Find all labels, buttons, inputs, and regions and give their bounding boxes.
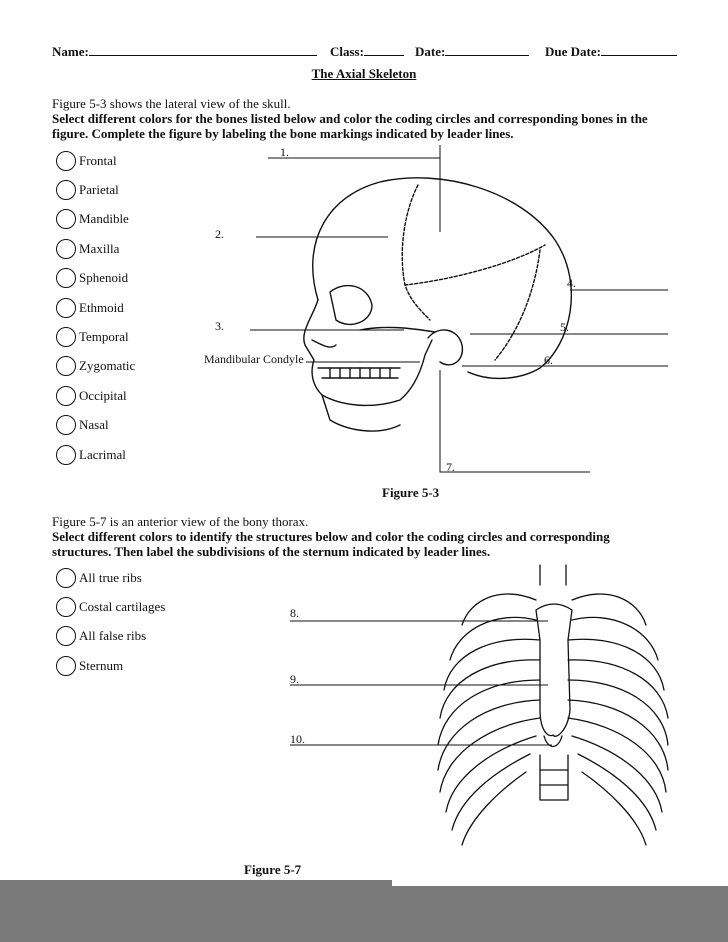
section2-intro: Figure 5-7 is an anterior view of the bony thorax. bbox=[52, 514, 309, 529]
list-item: Sternum bbox=[56, 651, 165, 680]
leader-label-4: 4. bbox=[567, 276, 576, 290]
figure-5-3-caption: Figure 5-3 bbox=[382, 485, 440, 500]
mandibular-condyle-label: Mandibular Condyle bbox=[204, 352, 304, 366]
leader-label-2: 2. bbox=[215, 227, 224, 241]
thorax-illustration bbox=[438, 565, 668, 845]
figure-5-7-caption: Figure 5-7 bbox=[244, 862, 302, 877]
page-title: The Axial Skeleton bbox=[311, 66, 417, 81]
skull-illustration bbox=[304, 178, 572, 431]
section1-instructions: Select different colors for the bones listed below and color the coding circles and corresponding bones in the figure. Complete the figure by labeling the bone markings indicated by leader lines. bbox=[52, 111, 648, 141]
list-item: All true ribs bbox=[56, 563, 165, 592]
list-item: Maxilla bbox=[56, 234, 135, 263]
date-label: Date: bbox=[415, 44, 446, 59]
list-item: Lacrimal bbox=[56, 440, 135, 469]
list-item: Temporal bbox=[56, 322, 135, 351]
list-item: Ethmoid bbox=[56, 293, 135, 322]
list-item: Mandible bbox=[56, 205, 135, 234]
list-item: Zygomatic bbox=[56, 352, 135, 381]
list-item: Costal cartilages bbox=[56, 592, 165, 621]
list-item: Frontal bbox=[56, 146, 135, 175]
list-item: Parietal bbox=[56, 175, 135, 204]
leader-label-7: 7. bbox=[446, 460, 455, 474]
leader-label-9: 9. bbox=[290, 672, 299, 686]
leader-label-1: 1. bbox=[280, 145, 289, 159]
due-date-label: Due Date: bbox=[545, 44, 601, 59]
section2-instructions: Select different colors to identify the structures below and color the coding circles and corresponding structures. Then label the subdivisions of the sternum indicated by leader lines. bbox=[52, 529, 610, 559]
leader-label-6: 6. bbox=[544, 353, 553, 367]
skull-leader-lines bbox=[250, 145, 668, 472]
list-item: Nasal bbox=[56, 411, 135, 440]
section1-intro: Figure 5-3 shows the lateral view of the skull. bbox=[52, 96, 291, 111]
leader-label-8: 8. bbox=[290, 606, 299, 620]
bottom-bar bbox=[0, 886, 728, 942]
thorax-figure bbox=[0, 540, 728, 880]
list-item: All false ribs bbox=[56, 622, 165, 651]
class-label: Class: bbox=[330, 44, 364, 59]
name-label: Name: bbox=[52, 44, 89, 59]
list-item: Occipital bbox=[56, 381, 135, 410]
leader-label-3: 3. bbox=[215, 319, 224, 333]
leader-label-5: 5. bbox=[560, 320, 569, 334]
leader-label-10: 10. bbox=[290, 732, 305, 746]
list-item: Sphenoid bbox=[56, 264, 135, 293]
